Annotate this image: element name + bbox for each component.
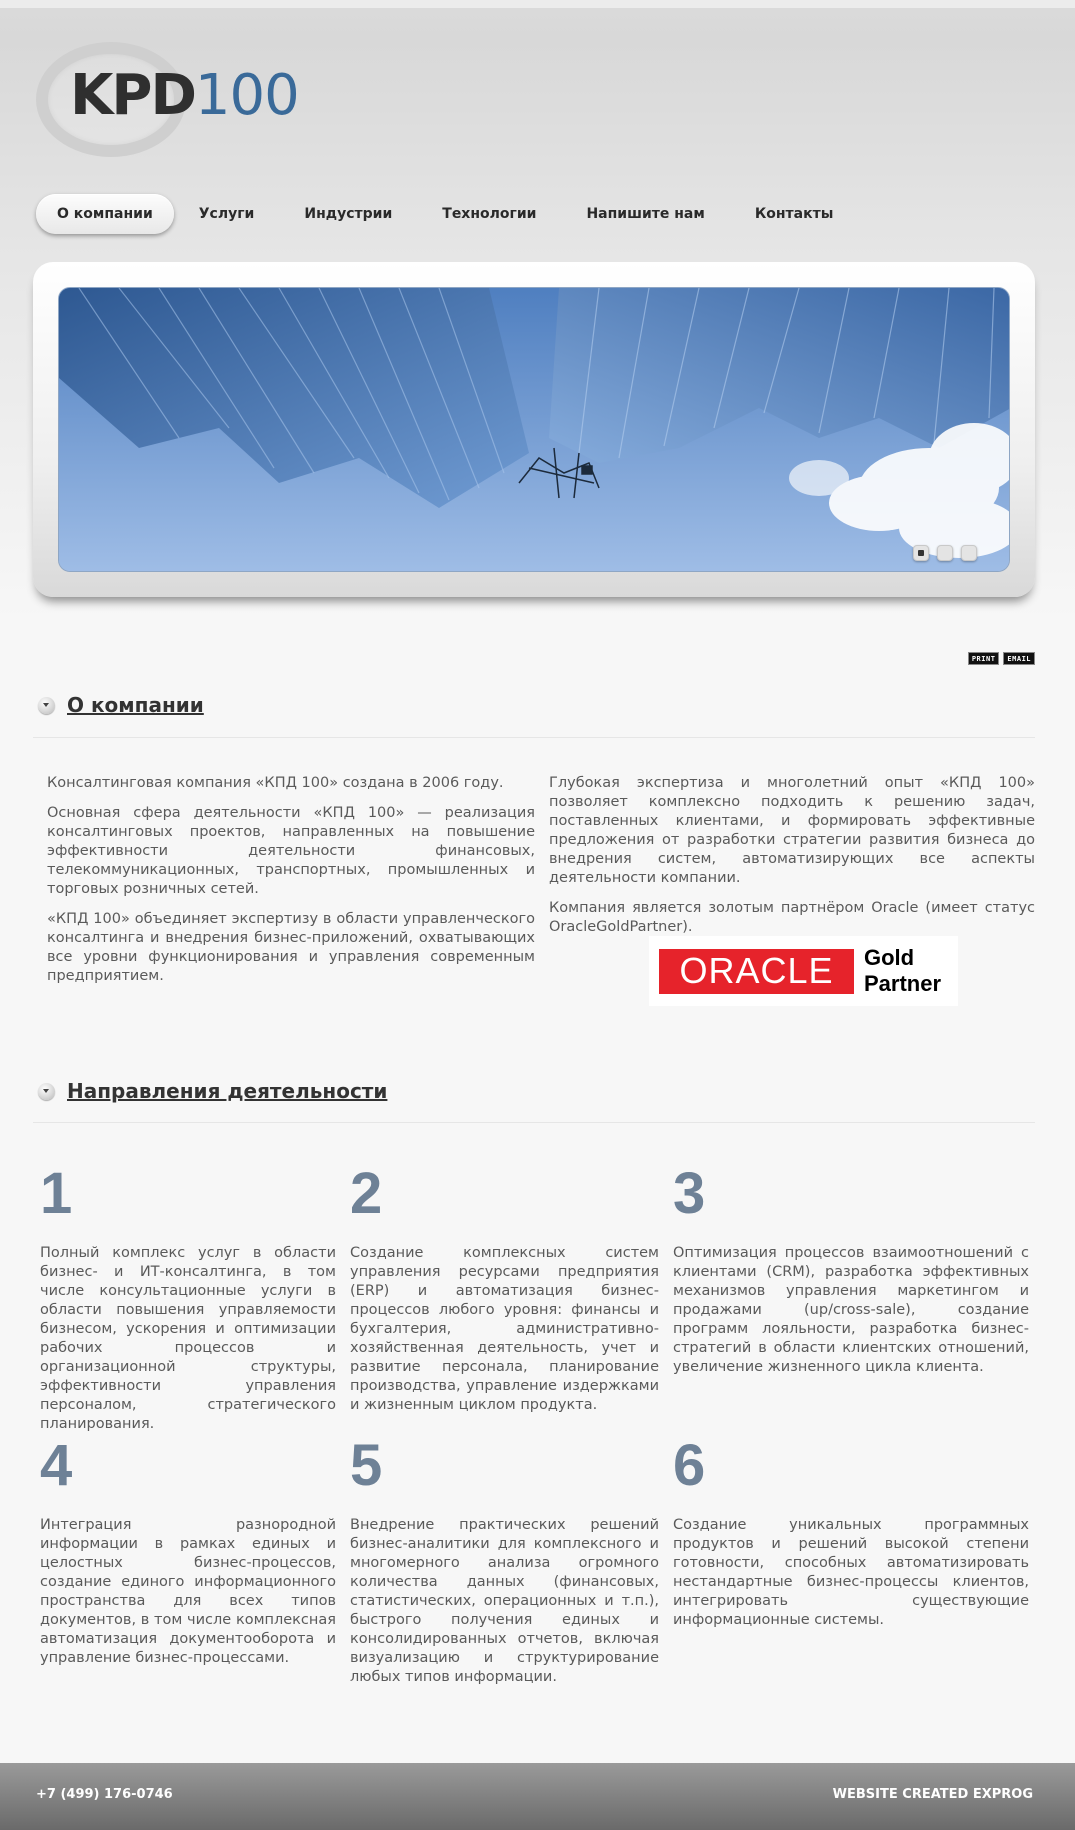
about-title[interactable]: О компании — [67, 693, 204, 717]
oracle-gold-partner-logo — [649, 936, 958, 1006]
direction-text: Создание уникальных программных продуктов и решений высокой степени готовности, способных автоматизировать нестандартные бизнес-процессы клиентов, интегрировать существующие информационные системы. — [673, 1517, 1029, 1628]
direction-number: 4 — [40, 1433, 73, 1498]
about-heading — [38, 693, 204, 717]
banner-image — [58, 287, 1010, 572]
oracle-partner-line: Partner — [864, 971, 942, 996]
about-paragraph: Консалтинговая компания «КПД 100» создана в 2006 году. — [47, 775, 504, 791]
logo-kpd: KPD — [70, 63, 195, 128]
direction-text: Создание комплексных систем управления ресурсами предприятия (ERP) и автоматизация бизнес-процессов любого уровня: финансы и бухгалтерия, административно-хозяйственная деятельность, учет и развитие персонала, планирование производства, управление издержками и жизненным циклом продукта. — [350, 1245, 659, 1413]
skyscraper-illustration — [59, 288, 1010, 572]
about-divider — [33, 737, 1035, 738]
about-left-column — [47, 774, 535, 997]
logo-number: 100 — [194, 63, 299, 128]
nav-item-about[interactable]: О компании — [36, 194, 174, 234]
direction-number: 1 — [40, 1161, 73, 1226]
print-button[interactable]: PRINT — [968, 652, 1000, 665]
nav-item-industries[interactable]: Индустрии — [304, 206, 393, 222]
slider-dots — [913, 545, 977, 561]
direction-item-6 — [673, 1433, 1029, 1630]
logo-text — [70, 63, 299, 128]
footer-credit[interactable]: WEBSITE CREATED EXPROG — [832, 1787, 1033, 1802]
direction-item-1 — [40, 1161, 336, 1434]
main-nav — [36, 194, 858, 234]
footer — [0, 1763, 1075, 1830]
direction-number: 5 — [350, 1433, 383, 1498]
about-paragraph: Компания является золотым партнёром Oracle (имеет статус OracleGoldPartner). — [549, 900, 1035, 935]
email-button[interactable]: EMAIL — [1003, 652, 1035, 665]
chevron-down-icon — [38, 1083, 55, 1100]
direction-number: 3 — [673, 1161, 706, 1226]
oracle-gold-line: Gold — [864, 945, 915, 970]
directions-divider — [33, 1122, 1035, 1123]
direction-item-3 — [673, 1161, 1029, 1377]
nav-item-technologies[interactable]: Технологии — [442, 206, 537, 222]
footer-phone[interactable]: +7 (499) 176-0746 — [36, 1787, 173, 1802]
direction-number: 2 — [350, 1161, 383, 1226]
about-right-column — [549, 774, 1035, 948]
about-paragraph: Основная сфера деятельности «КПД 100» — реализация консалтинговых проектов, направленных на повышение эффективности деятельности финансовых, телекоммуникационных, транспортных, промышленных и торговых розничных сетей. — [47, 805, 535, 897]
chevron-down-icon — [38, 697, 55, 714]
direction-item-2 — [350, 1161, 659, 1415]
about-paragraph: Глубокая экспертиза и многолетний опыт «КПД 100» позволяет комплексно подходить к решению задач, поставленных клиентами, и формировать эффективные предложения от разработки стратегии развития бизнеса до внедрения систем, автоматизирующих все аспекты деятельности компании. — [549, 775, 1035, 886]
direction-number: 6 — [673, 1433, 706, 1498]
top-strip — [0, 0, 1075, 8]
nav-item-write-us[interactable]: Напишите нам — [586, 206, 705, 222]
slider-dot-1[interactable] — [913, 545, 929, 561]
page-tools — [968, 652, 1035, 665]
nav-item-services[interactable]: Услуги — [198, 206, 255, 222]
nav-item-contacts[interactable]: Контакты — [754, 206, 834, 222]
about-paragraph: «КПД 100» объединяет экспертизу в области управленческого консалтинга и внедрения бизнес-приложений, охватывающих все уровни функционирования и управления современным предприятием. — [47, 911, 535, 984]
banner-slider — [33, 262, 1035, 597]
direction-item-5 — [350, 1433, 659, 1687]
direction-text: Оптимизация процессов взаимоотношений с клиентами (CRM), разработка эффективных механизмов управления маркетингом и продажами (up/cross-sale), создание программ лояльности, разработка бизнес-стратегий в области клиентских отношений, увеличение жизненного цикла клиента. — [673, 1245, 1029, 1375]
slider-dot-2[interactable] — [937, 545, 953, 561]
direction-text: Интеграция разнородной информации в рамках единых и целостных бизнес-процессов, создание единого информационного пространства для всех типов документов, в том числе комплексная автоматизация документооборота и управление бизнес-процессами. — [40, 1517, 336, 1666]
site-logo[interactable] — [36, 40, 299, 160]
slider-dot-3[interactable] — [961, 545, 977, 561]
oracle-gold-partner-text — [864, 945, 941, 997]
direction-text: Полный комплекс услуг в области бизнес- и ИТ-консалтинга, в том числе консультационные услуги в области повышения управляемости бизнесом, ускорения и оптимизации рабочих процессов и организационной структуры, эффективности управления персоналом, стратегического планирования. — [40, 1245, 336, 1432]
direction-item-4 — [40, 1433, 336, 1668]
direction-text: Внедрение практических решений бизнес-аналитики для комплексного и многомерного анализа огромного количества данных (финансовых, статистических, операционных и т.п.), быстрого получения единых и консолидированных отчетов, включая визуализацию и структурирование любых типов информации. — [350, 1517, 659, 1685]
oracle-brand: ORACLE — [659, 949, 854, 994]
directions-heading — [38, 1079, 387, 1103]
directions-title[interactable]: Направления деятельности — [67, 1079, 388, 1103]
